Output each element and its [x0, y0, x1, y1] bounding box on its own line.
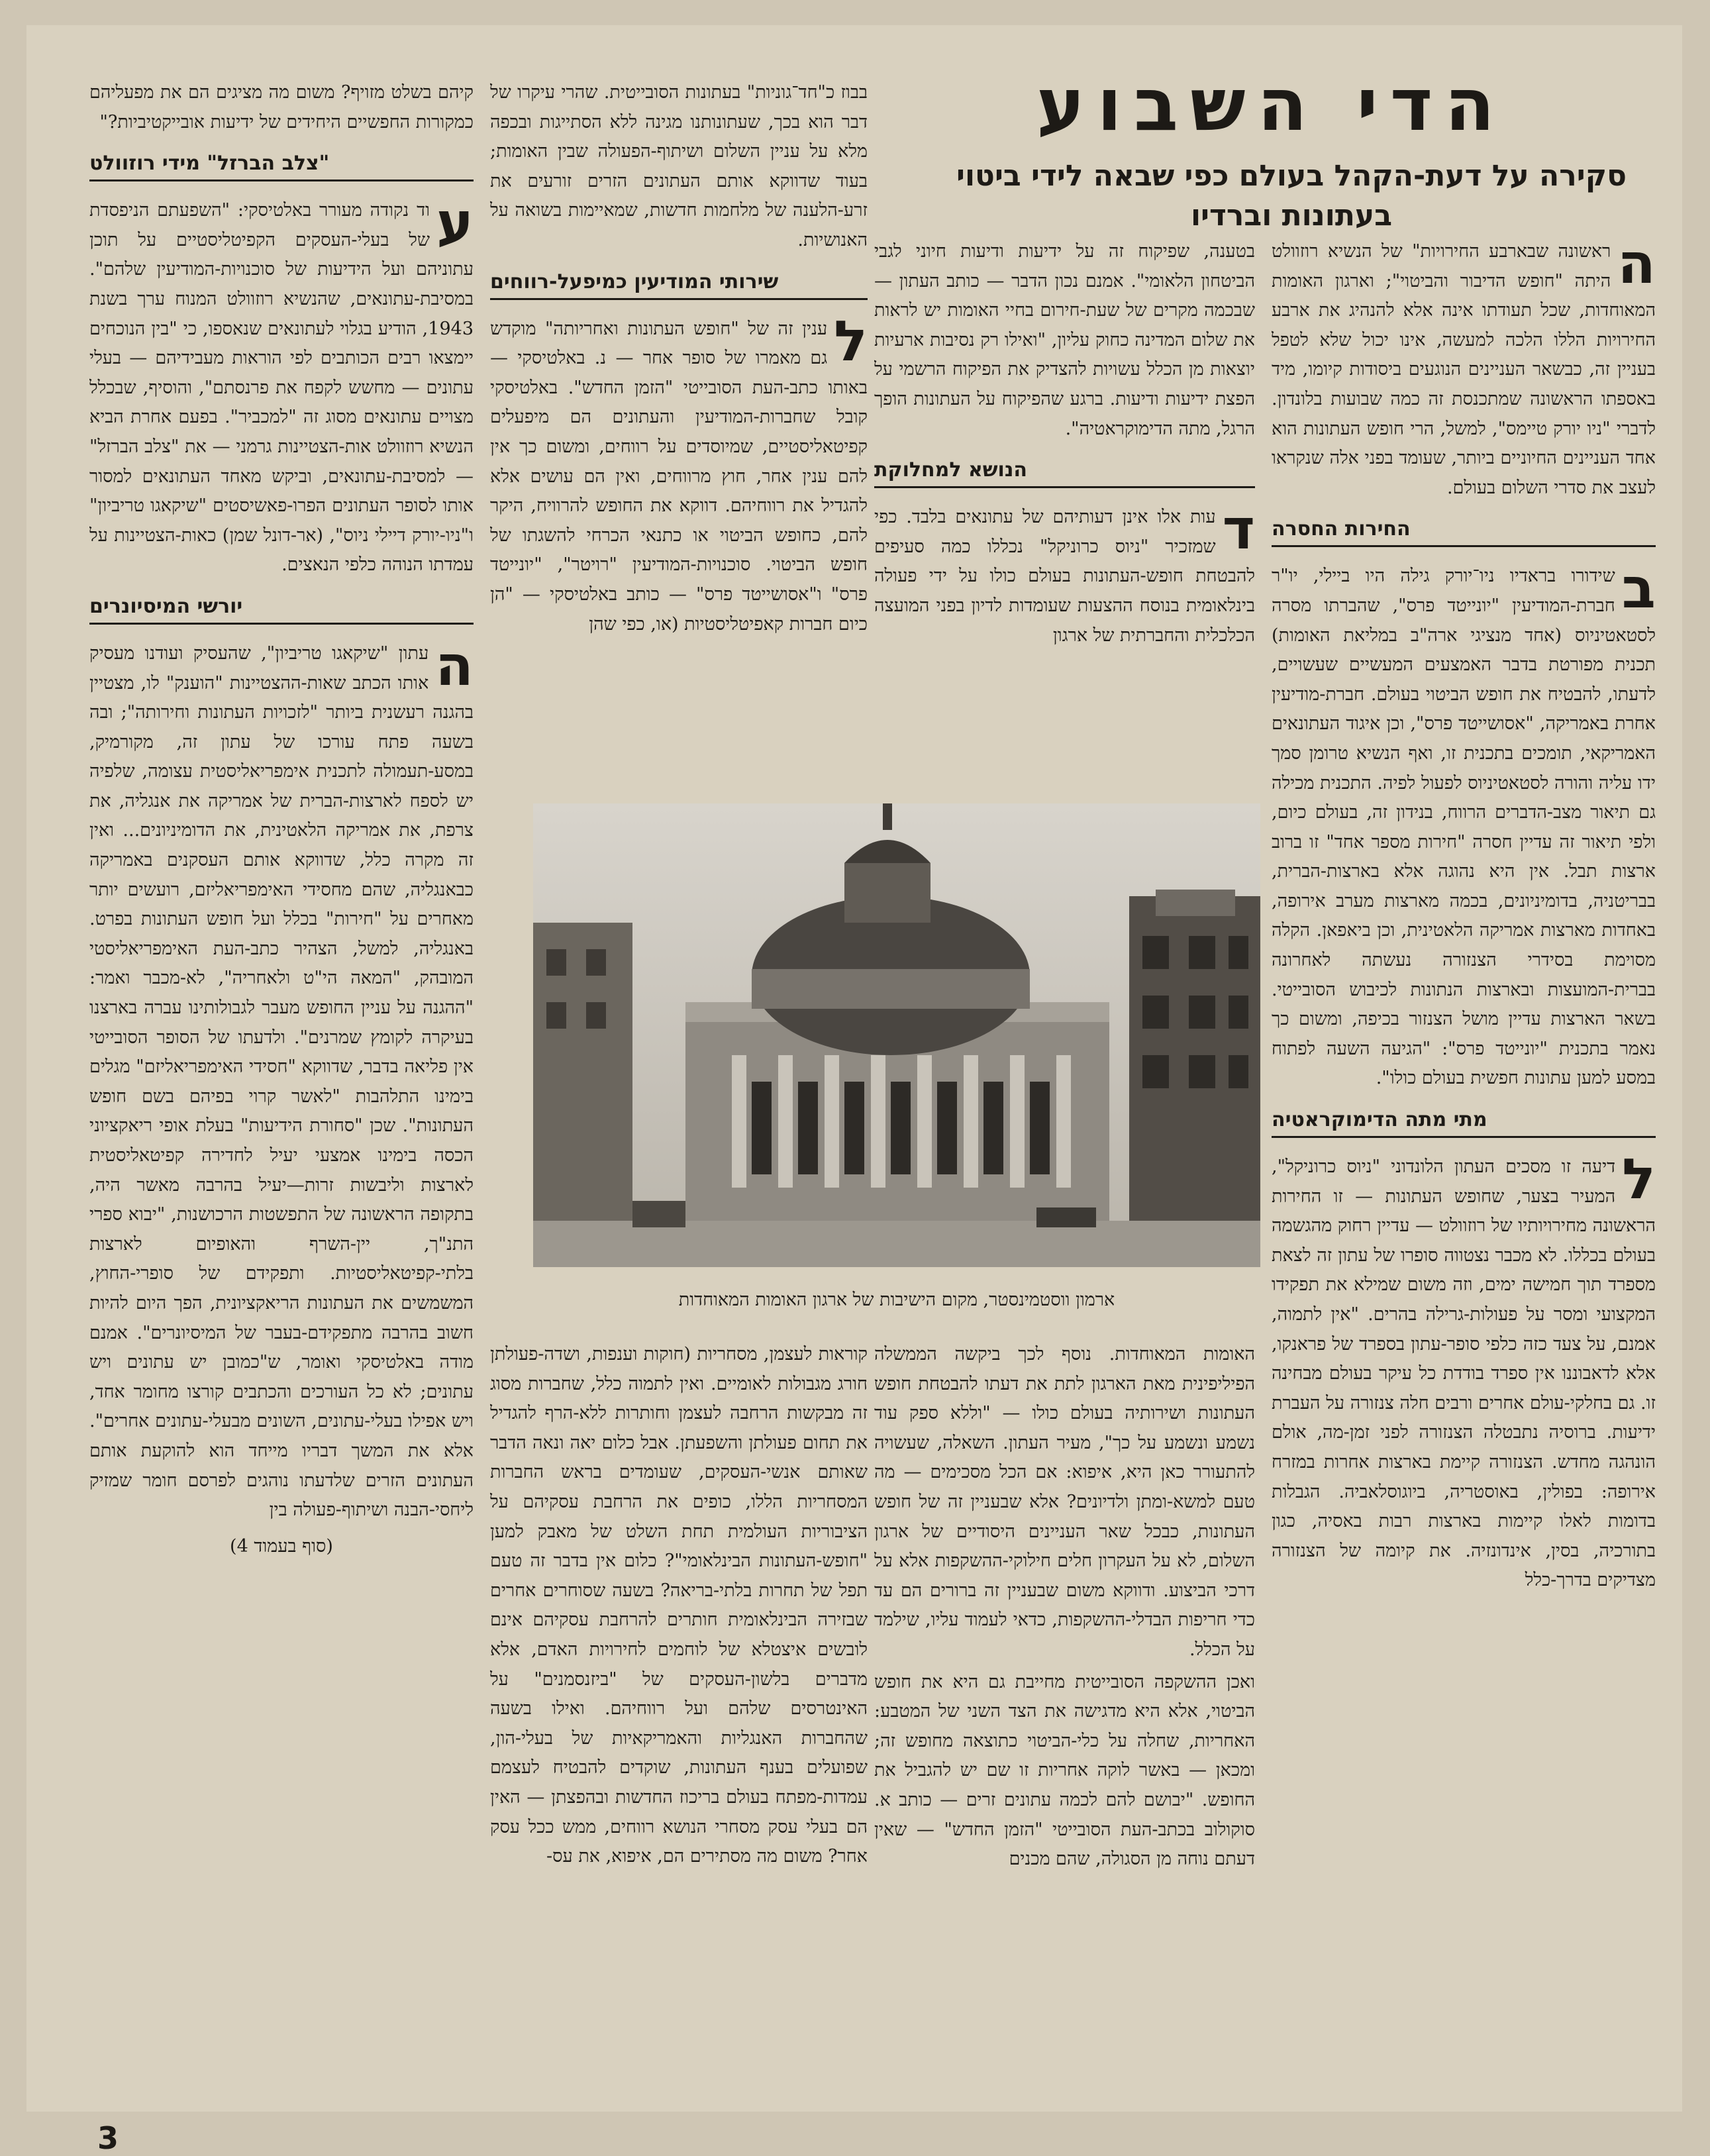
column-3-bottom — [490, 1340, 868, 2082]
drop-cap: ל — [1622, 1147, 1656, 1212]
page-number: 3 — [97, 2120, 119, 2156]
section-heading: החירות החסרה — [1272, 516, 1656, 547]
column-2-bottom — [874, 1340, 1255, 2082]
paragraph: וד נקודה מעורר באלטיסקי: "השפעתם הניפסדת של בעלי-העסקים הקפיטליסטיים על תוכן עתוניהם ועל הידיעות של סוכנויות-המודיעין שלהם". במסיבת-עתונאים, שהנשיא רוזוולט המנוח ערך בשנת 1943, הודיע בגלוי לעתונאים שנאספו, כי "בין הנוכחים יימצאו רבים הכותבים לפי הוראות מעבידיהם — בעלי עתונים — מחשש לקפח את פרנסתם", והוסיף, שבכלל מצויים עתונאים מסוג זה "למכביר". בפעם אחרת הביא הנשיא רוזוולט אות-הצטיינות גרמני — את "צלב הברזל" — למסיבת-עתונאים, וביקש מאחד העתונאים למסור אותו לסופר העתונים הפרו-פאשיסטים "שיקאגו טריביון" ו"ניו-יורק דיילי ניוס", (אר-דונל שמן) כאות-הצטיינות על עמדתו הנוהה כלפי הנאצים. — [89, 200, 474, 576]
drop-cap: ע — [436, 190, 474, 256]
paragraph: ראשונה שבארבע החירויות" של הנשיא רוזוולט היתה "חופש הדיבור והביטוי"; וארגון האומות המאוחדות, שכל תעודתו אינה אלא להנהיג את ארבע החירויות הללו הלכה למעשה, אינו יכול שלא לטפל בעניין זה, כבשאר העניינים הנוגעים ביסודות קיומו, מיד באספתו הראשונה שמתכנסת זה כמה שבועות בלונדון. לדברי "ניו יורק טיימס", למשל, הרי חופש העתונות הוא אחד העניינים החיוניים ביותר, שעומד בפני אלה שנקראו לעצב את סדרי השלום בעולם. — [1272, 241, 1656, 498]
paragraph: ענין זה של "חופש העתונות ואחריותה" מוקדש גם מאמרו של סופר אחר — נ. באלטיסקי — באותו כתב-העת הסובייטי "הזמן החדש". באלטיסקי קובל שחברות-המודיעין והעתונים הם מיפעלים קפיטאליסטיים, שמיוסדים על רווחים, ומשום כך אין להם ענין אחר, חוץ מרווחים, ואין הם עושים אלא להגדיל את רווחיהם. דווקא את החופש להרוויח, היקר להם, כחופש הביטוי או כתנאי הכרחי להשגתו של חופש הביטוי. סוכנויות-המודיעין "רויטר", "יונייטד פרס" ו"אסושייטד פרס" — כותב באלטיסקי — "הן כיום חברות קאפיטליסטיות (או, כפי שהן — [490, 318, 868, 635]
masthead-title: הדי השבוע — [1036, 62, 1507, 147]
photo-westminster-hall — [533, 803, 1260, 1267]
section-heading: שירותי המודיעין כמיפעל-רווחים — [490, 269, 868, 300]
continued-note: (סוף בעמוד 4) — [230, 1535, 333, 1557]
column-4 — [89, 78, 474, 2072]
column-2-top — [874, 237, 1255, 787]
paragraph: קיהם בשלט מזויף? משום מה מציגים הם את מפעליהם כמקורות החפשיים היחידים של ידיעות אובייקטיביות?" — [89, 82, 474, 132]
section-heading: "צלב הברזל" מידי רוזוולט — [89, 150, 474, 181]
drop-cap: ה — [1617, 237, 1656, 296]
newspaper-page — [26, 25, 1682, 2156]
paragraph: עות אלו אינן דעותיהם של עתונאים בלבד. כפי שמזכיר "ניוס כרוניקל" נכללו כמה סעיפים להבטחת חופש-העתונות בעולם כולו על ידי פעולה בינלאומית בנוסח ההצעות שעומדות לדיון בפני המועצה הכלכלית והחברתית של ארגון — [874, 507, 1255, 646]
paragraph: האומות המאוחדות. נוסף לכך ביקשה הממשלה הפיליפינית מאת הארגון לתת את דעתו להבטחת חופש העתונות ושירותיה בעולם כולו — "וללא ספק עוד נשמע ונשמע על כך", מעיר העתון. השאלה, שעשויה להתעורר כאן היא, איפוא: אם הכל מסכימים — מה טעם למשא-ומתן ולדיונים? אלא שבעניין זה של חופש העתונות, כבכל שאר העניינים היסודיים של ארגון השלום, לא על העקרון חלים חילוקי-ההשקפות אלא על דרכי הביצוע. ודווקא משום שבעניין זה ברורים הם עד כדי חריפות הבדלי-ההשקפות, כדאי לעמוד עליו, שילמד על הכלל. — [874, 1344, 1255, 1660]
paragraph: בבוז כ"חד־גוניות" בעתונות הסובייטית. שהרי עיקרו של דבר הוא בכך, שעתונותנו מגינה ללא הסתייגות ובכפה מלא על עניין השלום ושיתוף-הפעולה שבין האומות; בעוד שדווקא אותם העתונים הזרים זורעים את זרע-הלענה של מלחמות חדשות, שמאיימות בשואה על האנושיות. — [490, 82, 868, 250]
paragraph: בטענה, שפיקוח זה על ידיעות ודיעות חיוני לגבי הביטחון הלאומי". אמנם נכון הדבר — כותב העתון — שבכמה מקרים של שעת-חירום בחיי האומות יש לראות את שלום המדינה כחוק עליון, "ואילו רק נסיבות ארעיות יוצאות מן הכלל עשויות להצדיק את הפיקוח הרשמי על הפצת ידיעות ודיעות. ברגע שהפיקוח על העתונות הופך הרגל, מתה הדימוקראטיה". — [874, 241, 1255, 439]
paragraph: דיעה זו מסכים העתון הלונדוני "ניוס כרוניקל", המעיר בצער, שחופש העתונות — זו החירות הראשונה מחירויותיו של רוזוולט — עדיין רחוק מהגשמה בעולם בכללו. לא מכבר נצטווה סופרו של עתון זה לצאת מספרד תוך חמישה ימים, וזה משום שמילא את תפקידו המקצועי ומסר על פעולות-גרילה בהרים. "אין לתמוה, אמנם, על צעד כזה כלפי סופר-עתון בספרד של פראנקו, אלא לדאבוננו אין ספרד בודדת כל עיקר בעולם מבחינה זו. גם בחלקי-עולם אחרים ורבים חלה צנזורה על העברת ידיעות. ברוסיה נתבטלה הצנזורה לפני זמן-מה, אולם הונהגה מחדש. הצנזורה קיימת בארצות אחרות במזרח אירופה: בפולין, באוסטריה, ביוגוסלאביה. הגבלות בדומות לאלו קיימות בארצות רבות באסיה, כגון בתורכיה, בסין, אינדונזיה. את קיומה של הצנזורה מצדיקים בדרך-כלל — [1272, 1156, 1656, 1591]
drop-cap: ב — [1621, 556, 1656, 621]
section-heading: יורשי המיסיונרים — [89, 593, 474, 625]
paragraph: קוראות לעצמן, מסחריות (חוקות וענפות, ושדה-פעולתן חורג מגבולות לאומיים. ואין לתמוה כלל, שחברות מסוג זה מבקשות הרחבה לעצמן וחותרות ללא-הרף להגדיל את תחום פעולתן והשפעתן. אבל כלום יאה ונאה הדבר שאותם אנשי-העסקים, שעומדים בראש החברות המסחריות הללו, כופים את הרחבת עסקיהם על הציבוריות העולמית תחת השלט של מאבק למען "חופש-העתונות הבינלאומי"? כלום אין בדבר זה טעם תפל של תחרות בלתי-בריאה? בשעה שסוחרים אחרים שבזירה הבינלאומית חותרים להרחבת עסקיהם אינם לובשים איצטלא של לוחמים לחירויות האדם, אלא מדברים בלשון-העסקים של "ביזנסמנים" על האינטרסים שלהם ועל רווחיהם. ואילו בשעה שהחברות האנגליות והאמריקאיות של בעלי-הון, שפועלים בענף העתונות, שוקדים להבטיח לעצמם עמדות-מפתח בעולם בריכוז החדשות ובהפצתן — האין הם בעלי עסק מסחרי הנושא רווחים, ממש ככל עסק אחר? משום מה מסתירים הם, איפוא, את עס- — [490, 1344, 868, 1867]
masthead-subtitle: סקירה על דעת-הקהל בעולם כפי שבאה לידי ביטוי בעתונות וברדיו — [956, 159, 1627, 232]
paragraph: ואכן ההשקפה הסובייטית מחייבת גם היא את חופש הביטוי, אלא היא מדגישה את הצד השני של המטבע: האחריות, שחלה על כלי-הביטוי כתוצאה מחופש זה; ומכאן — באשר לוקה אחריות זו שם יש להגביל את החופש. "יבושם להם לכמה עתונים זרים — כותב א. סוקולוב בכתב-העת הסובייטי "הזמן החדש" — שאין דעתם נוחה מן הסגולה, שהם מכנים — [874, 1671, 1255, 1870]
building-photo-icon — [533, 803, 1260, 1267]
paragraph: שידורו בראדיו ניו־יורק גילה היו ביילי, יו"ר חברת-המודיעין "יונייטד פרס", שהברתו מסרה לסטאטיניוס (אחד מנציגי ארה"ב במליאת האומות) תכנית מפורטת בדבר האמצעים המעשיים שעשויים, לדעתו, להבטיח את חופש הביטוי בעולם. חברת-מודיעין אחרת באמריקה, "אסושייטד פרס", וכן איגוד העתונאים האמריקאי, תומכים בתכנית זו, ואף הנשיא טרומן סמך ידו עליה והורה לסטאטיניוס לפעול לפיה. התכנית מכילה גם תיאור מצב-הדברים הרווח, בנידון זה, בעולם כיום, ולפי תיאור זה עדיין חסרה "חירות מספר אחד" זו ברוב ארצות תבל. אין היא נהוגה אלא בארצות-הברית, בבריטניה, בדומיניונים, בכמה מארצות מערב אירופה, באחדות מארצות אמריקה הלאטינית, וכן ביאפאן. הקלה מסוימת בסידרי הצנזורה נעשתה לאחרונה בברית-המועצות ובארצות הנתונות לכיבוש הסובייטי. בשאר הארצות עדיין מושל הצנזור בכיפה, ומשום כך נאמר בתכנית "יונייטד פרס": "הגיעה השעה לפתוח במסע למען עתונות חפשית בעולם כולו". — [1272, 566, 1656, 1089]
paragraph: עתון "שיקאגו טריביון", שהעסיק ועודנו מעסיק אותו הכתב שאות-ההצטיינות "הוענק" לו, מצטיין בהגנה רעשנית ביותר "לזכויות העתונות וחירותה"; ובה בשעה פתח עורכו של עתון זה, מקורמיק, במסע-תעמולה לתכנית אימפריאליסטית עצומה, שלפיה יש לספח לארצות-הברית של אמריקה את אנגליה, את צרפת, את אמריקה הלאטינית, את הדומיניונים... ואין זה מקרה כלל, שדווקא אותם העסקנים באמריקה כבאנגליה, שהם מחסידי האימפריאליזם, רועשים יותר מאחרים על "חירות" בכלל ועל חופש העתונות בפרט. באנגליה, למשל, הצהיר כתב-העת האימפריאליסטי המובהק, "המאה הי"ט ולאחריה", לא-מכבר ואמר: "ההגנה על עניין החופש מעבר לגבולותינו עברה בארצנו בעיקרה לקומץ שמרנים". ולדעתו של הסופר הסובייטי אין פליאה בדבר, שדווקא "חסידי האימפריאליזם" מגלים בימינו התלהבות "לאשר קרוי בפיהם בשם חופש העתונות". שכן "סחורת הידיעות" בעלת אופי ריאקציוני הכסה בימינו אמצעי יעיל לחדירה קפיטאליסטית לארצות וליבשות זרות—יעיל בהרבה מאשר היה, בתקופה הראשונה של התפשטות הרכושנות, "יבוא ספרי התנ"ך, יין-השרף והאופיום לארצות בלתי-קפיטאליסטיות. ותפקידם של סופרי-החוץ, המשמשים את העתונות הריאקציונית, הפך היום להיות חשוב בהרבה מתפקידם-בעבר של המיסיונרים". אמנם מודה באלטיסקי ואומר, ש"כמובן יש עתונים ויש עתונים; לא כל העורכים והכתבים קורצו מחומר אחד, ויש אפילו בעלי-עתונים, השונים מבעלי-עתונים אחרים". אלא את המשך דבריו מייחד הוא להוקעת אותם העתונים הזרים שלדעתו נוהגים לפרסם חומר שמזיק ליחסי-הבנה ושיתוף-פעולה בין — [89, 642, 474, 1521]
column-3-top — [490, 78, 868, 787]
section-heading: מתי מתה הדימוקראטיה — [1272, 1107, 1656, 1138]
column-1 — [1272, 237, 1656, 2131]
photo-caption: ארמון ווסטמינסטר, מקום הישיבות של ארגון האומות המאוחדות — [678, 1290, 1115, 1310]
section-heading: הנושא למחלוקת — [874, 457, 1255, 488]
drop-cap: ד — [1222, 497, 1255, 562]
drop-cap: ה — [435, 633, 474, 698]
drop-cap: ל — [834, 308, 868, 374]
